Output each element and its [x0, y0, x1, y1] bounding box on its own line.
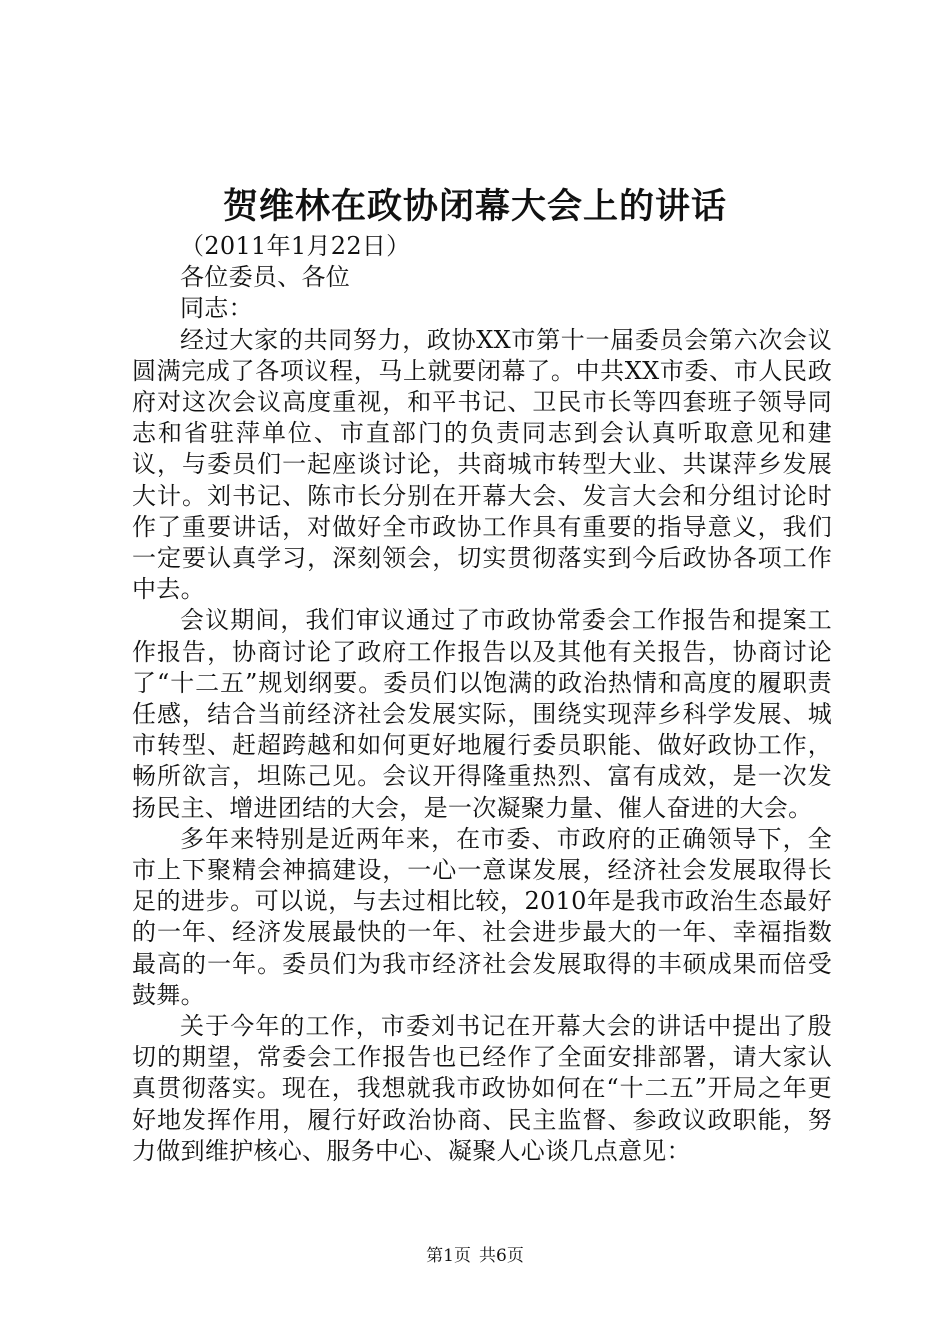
- document-title: 贺维林在政协闭幕大会上的讲话: [222, 186, 727, 227]
- salutation-line-2: 同志：: [180, 294, 253, 323]
- paragraph-1: 经过大家的共同努力，政协XX市第十一届委员会第六次会议圆满完成了各项议程，马上就要闭幕了。中共XX市委、市人民政府对这次会议高度重视，和平书记、卫民市长等四套班子领导同志和省驻萍单位、市直部门的负责同志到会认真听取意见和建议，与委员们一起座谈讨论，共商城市转型大业、共谋萍乡发展大计。刘书记、陈市长分别在开幕大会、发言大会和分组讨论时作了重要讲话，对做好全市政协工作具有重要的指导意义，我们一定要认真学习，深刻领会，切实贯彻落实到今后政协各项工作中去。: [132, 325, 832, 604]
- date-line: （2011年1月22日）: [180, 232, 411, 260]
- page-footer: [0, 1244, 950, 1268]
- paragraph-2: 会议期间，我们审议通过了市政协常委会工作报告和提案工作报告，协商讨论了政府工作报告以及其他有关报告，协商讨论了“十二五”规划纲要。委员们以饱满的政治热情和高度的履职责任感，结合当前经济社会发展实际，围绕实现萍乡科学发展、城市转型、赶超跨越和如何更好地履行委员职能、做好政协工作，畅所欲言，坦陈己见。会议开得隆重热烈、富有成效，是一次发扬民主、增进团结的大会，是一次凝聚力量、催人奋进的大会。: [132, 606, 832, 822]
- paragraph-3: 多年来特别是近两年来，在市委、市政府的正确领导下，全市上下聚精会神搞建设，一心一意谋发展，经济社会发展取得长足的进步。可以说，与去过相比较，2010年是我市政治生态最好的一年、经济发展最快的一年、社会进步最大的一年、幸福指数最高的一年。委员们为我市经济社会发展取得的丰硕成果而倍受鼓舞。: [132, 824, 832, 1009]
- page-number: 第1页: [426, 1246, 471, 1266]
- page-total: 共6页: [479, 1246, 524, 1266]
- paragraph-4: 关于今年的工作，市委刘书记在开幕大会的讲话中提出了殷切的期望，常委会工作报告也已经作了全面安排部署，请大家认真贯彻落实。现在，我想就我市政协如何在“十二五”开局之年更好地发挥作用，履行好政治协商、民主监督、参政议政职能，努力做到维护核心、服务中心、凝聚人心谈几点意见：: [132, 1012, 832, 1165]
- document-body: [132, 231, 832, 1167]
- salutation-line-1: 各位委员、各位: [180, 263, 351, 292]
